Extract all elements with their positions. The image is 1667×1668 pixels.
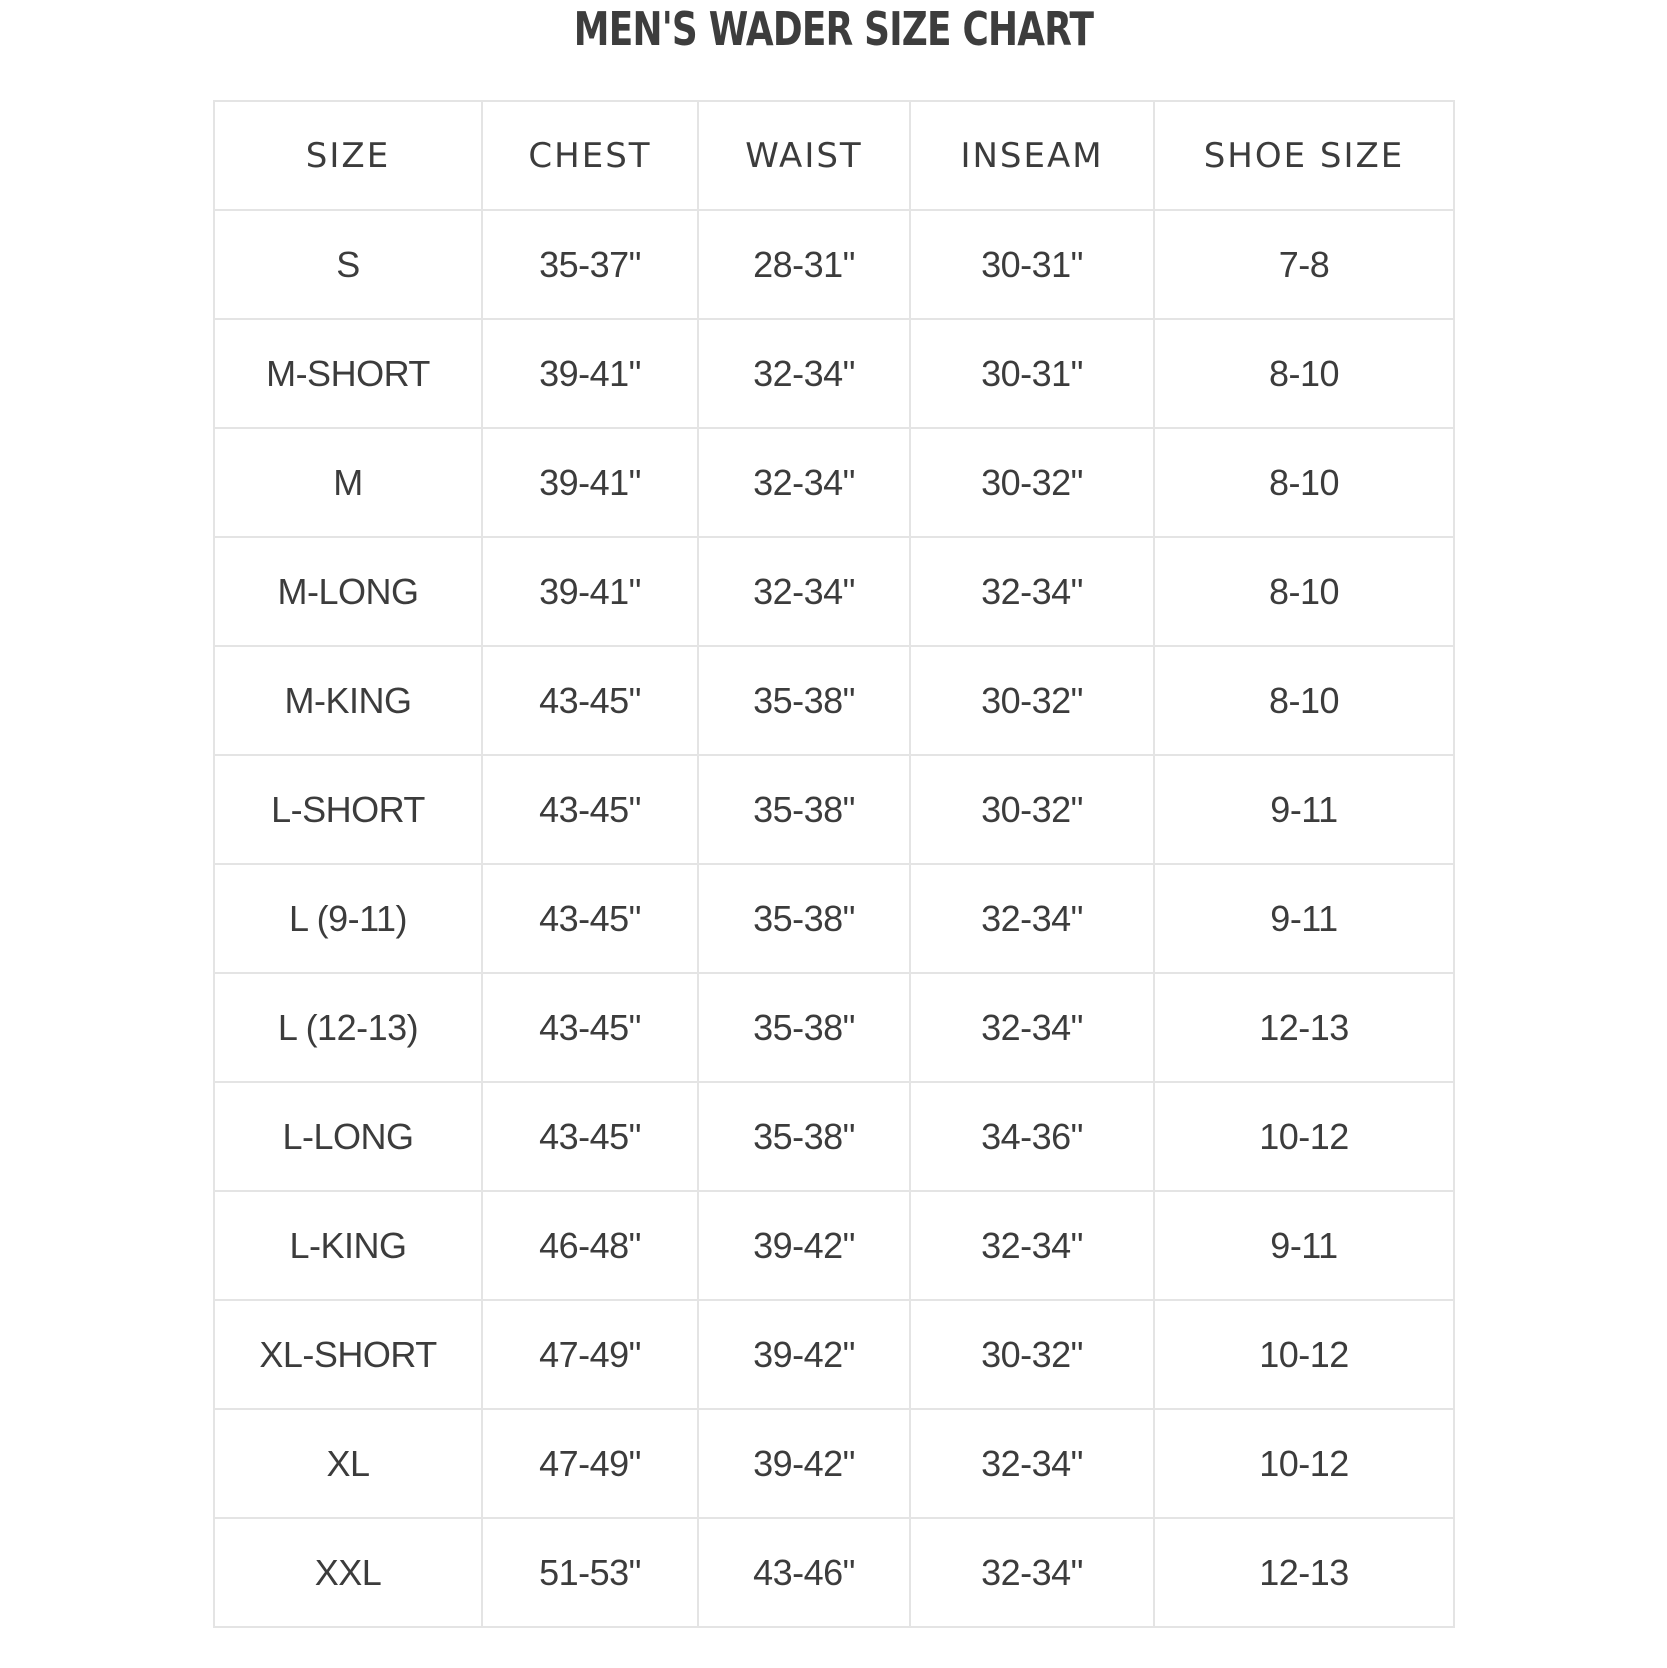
cell-size: L-SHORT xyxy=(214,755,482,864)
cell-shoe-size: 10-12 xyxy=(1154,1082,1454,1191)
cell-waist: 35-38" xyxy=(698,755,910,864)
cell-chest: 43-45" xyxy=(482,646,698,755)
cell-shoe-size: 12-13 xyxy=(1154,1518,1454,1627)
table-row xyxy=(214,1082,1454,1191)
cell-size: L (9-11) xyxy=(214,864,482,973)
cell-chest: 39-41" xyxy=(482,319,698,428)
cell-shoe-size: 9-11 xyxy=(1154,864,1454,973)
header-row xyxy=(214,101,1454,210)
cell-size: XL-SHORT xyxy=(214,1300,482,1409)
cell-chest: 51-53" xyxy=(482,1518,698,1627)
table-row xyxy=(214,755,1454,864)
cell-inseam: 30-32" xyxy=(910,755,1154,864)
table-row xyxy=(214,1300,1454,1409)
table-row xyxy=(214,319,1454,428)
cell-size: L-LONG xyxy=(214,1082,482,1191)
header-size: SIZE xyxy=(214,101,482,210)
table-body xyxy=(214,210,1454,1627)
cell-chest: 35-37" xyxy=(482,210,698,319)
cell-inseam: 30-31" xyxy=(910,319,1154,428)
cell-chest: 39-41" xyxy=(482,537,698,646)
cell-waist: 39-42" xyxy=(698,1300,910,1409)
cell-size: M xyxy=(214,428,482,537)
page-title: MEN'S WADER SIZE CHART xyxy=(573,2,1094,56)
cell-waist: 39-42" xyxy=(698,1191,910,1300)
cell-size: L (12-13) xyxy=(214,973,482,1082)
table-row xyxy=(214,973,1454,1082)
cell-waist: 28-31" xyxy=(698,210,910,319)
cell-chest: 43-45" xyxy=(482,864,698,973)
table-header xyxy=(214,101,1454,210)
cell-inseam: 30-32" xyxy=(910,428,1154,537)
table-row xyxy=(214,428,1454,537)
cell-waist: 35-38" xyxy=(698,973,910,1082)
cell-size: L-KING xyxy=(214,1191,482,1300)
cell-chest: 47-49" xyxy=(482,1409,698,1518)
header-waist: WAIST xyxy=(698,101,910,210)
cell-inseam: 32-34" xyxy=(910,537,1154,646)
table-row xyxy=(214,1191,1454,1300)
cell-shoe-size: 9-11 xyxy=(1154,755,1454,864)
cell-shoe-size: 7-8 xyxy=(1154,210,1454,319)
cell-waist: 32-34" xyxy=(698,537,910,646)
cell-size: M-LONG xyxy=(214,537,482,646)
table-row xyxy=(214,1518,1454,1627)
cell-size: XXL xyxy=(214,1518,482,1627)
cropped-footnote xyxy=(213,1658,1453,1668)
cell-waist: 43-46" xyxy=(698,1518,910,1627)
cell-chest: 39-41" xyxy=(482,428,698,537)
cell-inseam: 34-36" xyxy=(910,1082,1154,1191)
cell-inseam: 32-34" xyxy=(910,864,1154,973)
cell-shoe-size: 8-10 xyxy=(1154,537,1454,646)
cell-waist: 39-42" xyxy=(698,1409,910,1518)
cell-shoe-size: 12-13 xyxy=(1154,973,1454,1082)
cell-size: M-SHORT xyxy=(214,319,482,428)
cell-inseam: 30-31" xyxy=(910,210,1154,319)
cell-chest: 43-45" xyxy=(482,755,698,864)
cell-waist: 35-38" xyxy=(698,864,910,973)
cell-shoe-size: 8-10 xyxy=(1154,646,1454,755)
cell-inseam: 32-34" xyxy=(910,1518,1154,1627)
cell-waist: 35-38" xyxy=(698,646,910,755)
cell-waist: 32-34" xyxy=(698,428,910,537)
header-chest: CHEST xyxy=(482,101,698,210)
cell-chest: 46-48" xyxy=(482,1191,698,1300)
cell-inseam: 32-34" xyxy=(910,1191,1154,1300)
table-row xyxy=(214,1409,1454,1518)
table-row xyxy=(214,864,1454,973)
header-inseam: INSEAM xyxy=(910,101,1154,210)
cell-shoe-size: 10-12 xyxy=(1154,1409,1454,1518)
table-row xyxy=(214,537,1454,646)
size-chart-table xyxy=(213,100,1455,1628)
header-shoe-size: SHOE SIZE xyxy=(1154,101,1454,210)
cell-size: XL xyxy=(214,1409,482,1518)
cell-inseam: 30-32" xyxy=(910,646,1154,755)
cell-shoe-size: 10-12 xyxy=(1154,1300,1454,1409)
cell-inseam: 32-34" xyxy=(910,1409,1154,1518)
cell-shoe-size: 8-10 xyxy=(1154,428,1454,537)
cell-waist: 32-34" xyxy=(698,319,910,428)
cell-size: S xyxy=(214,210,482,319)
cell-chest: 43-45" xyxy=(482,1082,698,1191)
cell-inseam: 32-34" xyxy=(910,973,1154,1082)
cell-inseam: 30-32" xyxy=(910,1300,1154,1409)
cell-shoe-size: 9-11 xyxy=(1154,1191,1454,1300)
table-row xyxy=(214,210,1454,319)
cell-waist: 35-38" xyxy=(698,1082,910,1191)
table-row xyxy=(214,646,1454,755)
cell-shoe-size: 8-10 xyxy=(1154,319,1454,428)
cell-chest: 47-49" xyxy=(482,1300,698,1409)
cell-chest: 43-45" xyxy=(482,973,698,1082)
cell-size: M-KING xyxy=(214,646,482,755)
